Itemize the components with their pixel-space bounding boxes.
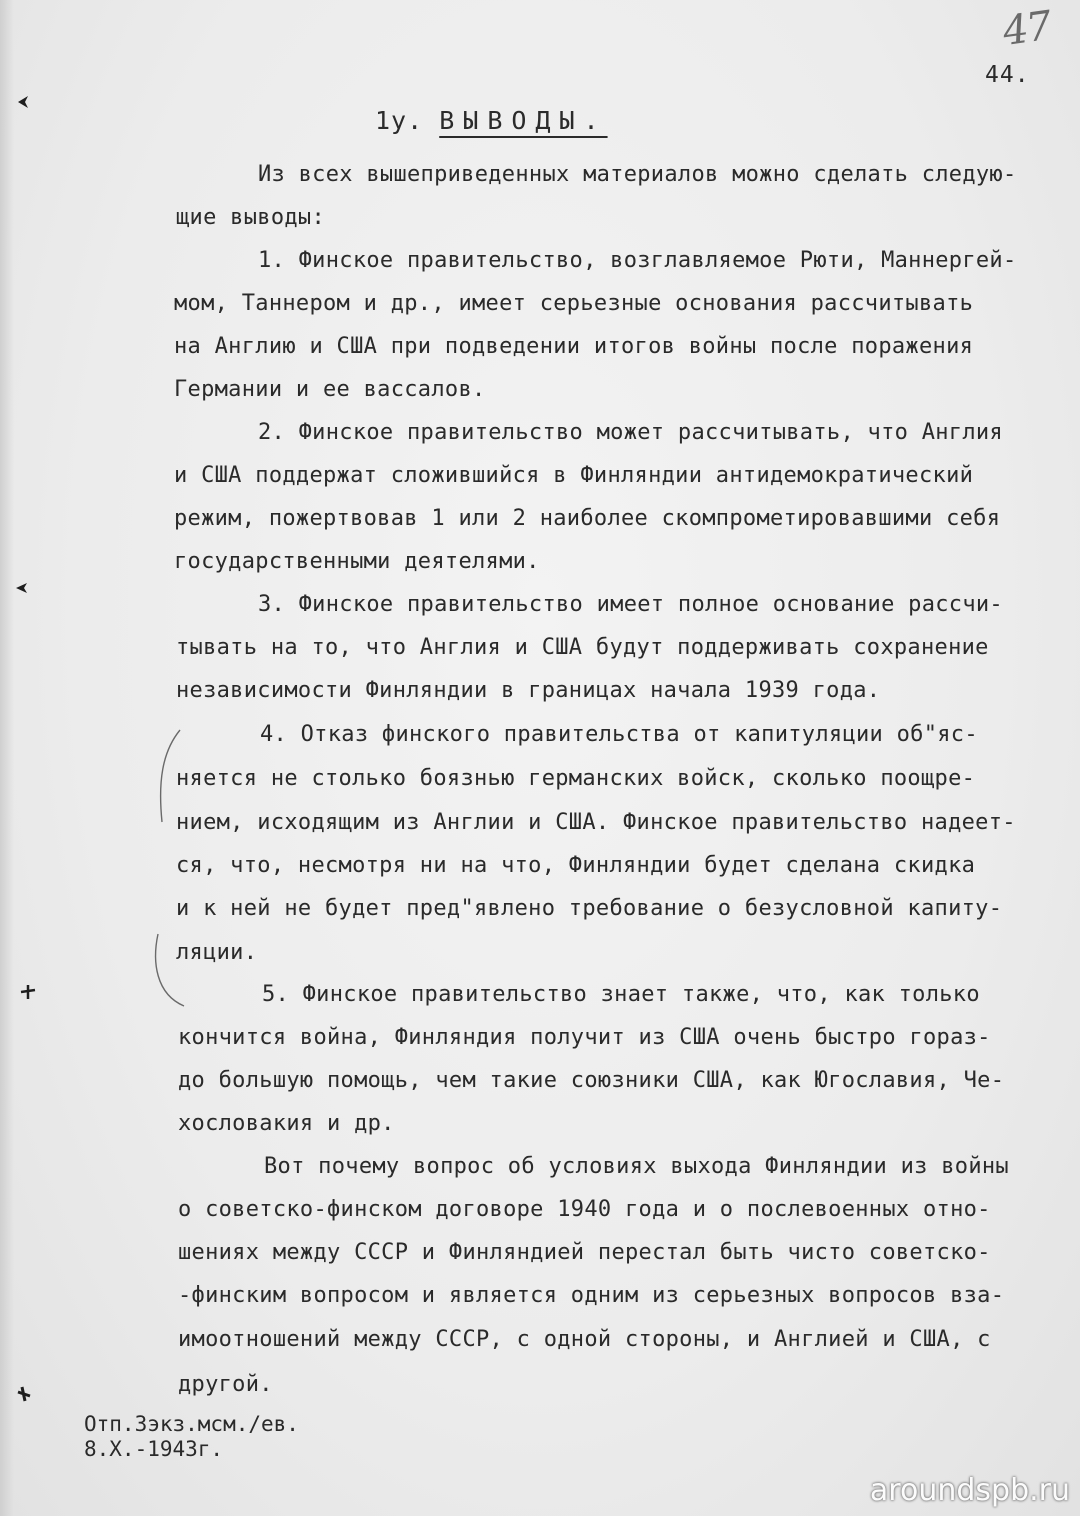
copy-note: Отп.3экз.мсм./ев.: [84, 1412, 299, 1436]
text-line: и США поддержат сложившийся в Финляндии антидемократический: [174, 463, 974, 488]
text-line: Германии и ее вассалов.: [174, 377, 486, 402]
text-line: щие выводы:: [176, 205, 325, 230]
text-line: 5. Финское правительство знает также, что, как только: [262, 982, 980, 1007]
text-line: ся, что, несмотря ни на что, Финляндии будет сделана скидка: [176, 853, 976, 878]
text-line: ляции.: [176, 940, 258, 965]
text-line: Из всех вышеприведенных материалов можно сделать следую-: [258, 162, 1017, 187]
text-line: тывать на то, что Англия и США будут поддерживать сохранение: [176, 635, 989, 660]
text-line: государственными деятелями.: [174, 549, 540, 574]
text-line: другой.: [178, 1372, 273, 1397]
text-line: 4. Отказ финского правительства от капитуляции об"яс-: [260, 722, 978, 747]
text-line: шениях между СССР и Финляндией перестал быть чисто советско-: [178, 1240, 991, 1265]
text-line: режим, пожертвовав 1 или 2 наиболее скомпрометировавшими себя: [174, 506, 1001, 531]
text-line: нием, исходящим из Англии и США. Финское правительство надеет-: [176, 810, 1016, 835]
text-line: 1. Финское правительство, возглавляемое Рюти, Маннергей-: [258, 248, 1017, 273]
text-line: до большую помощь, чем такие союзники США, как Югославия, Че-: [178, 1068, 1005, 1093]
archive-folio-number: 47: [1000, 2, 1053, 56]
text-line: -финским вопросом и является одним из серьезных вопросов вза-: [178, 1283, 1005, 1308]
text-line: и к ней не будет пред"явлено требование о безусловной капиту-: [176, 896, 1003, 921]
text-line: няется не столько боязнью германских войск, сколько поощре-: [176, 766, 976, 791]
page-number: 44.: [985, 62, 1030, 88]
text-line: 2. Финское правительство может рассчитывать, что Англия: [258, 420, 1003, 445]
text-line: хословакия и др.: [178, 1111, 395, 1136]
text-line: Вот почему вопрос об условиях выхода Финляндии из войны: [264, 1154, 1009, 1179]
document-date: 8.Х.-1943г.: [84, 1437, 224, 1461]
watermark: aroundspb.ru: [869, 1473, 1070, 1508]
text-line: о советско-финском договоре 1940 года и о послевоенных отно-: [178, 1197, 991, 1222]
text-line: мом, Таннером и др., имеет серьезные основания рассчитывать: [174, 291, 974, 316]
text-line: 3. Финское правительство имеет полное основание рассчи-: [258, 592, 1003, 617]
text-line: кончится война, Финляндия получит из США очень быстро гораз-: [178, 1025, 991, 1050]
heading-title: ВЫВОДЫ.: [439, 106, 608, 135]
text-line: имоотношений между СССР, с одной стороны, и Англией и США, с: [178, 1327, 991, 1352]
heading-numeral: 1у.: [375, 106, 424, 135]
text-line: на Англию и США при подведении итогов войны после поражения: [174, 334, 974, 359]
text-line: независимости Финляндии в границах начала 1939 года.: [176, 678, 881, 703]
